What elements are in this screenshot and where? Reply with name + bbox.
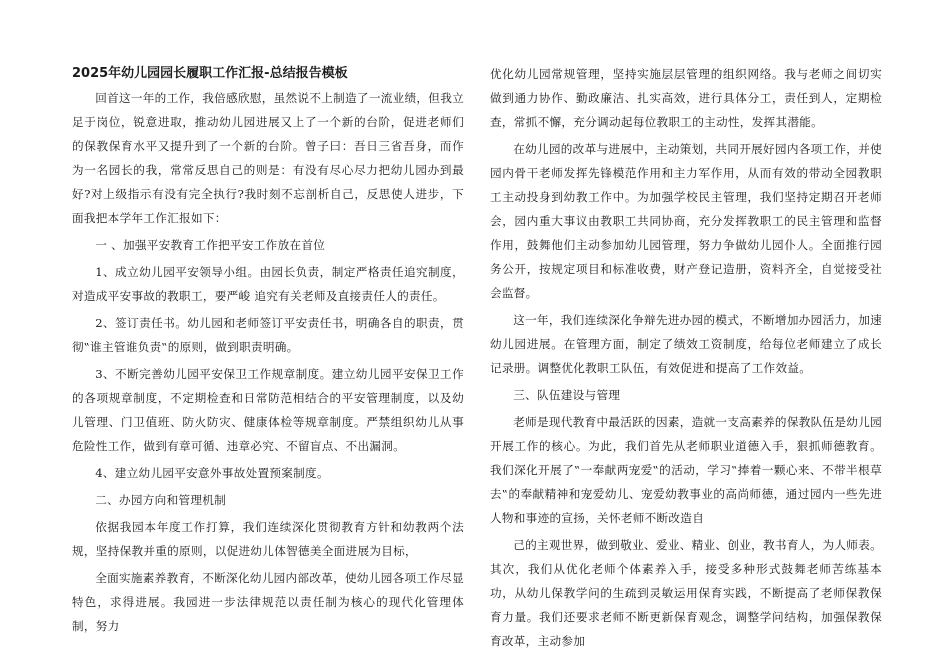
management-paragraph-2-continued: 优化幼儿园常规管理，坚持实施层层管理的组织网络。我与老师之间切实做到通力协作、勤政廉洁、扎实高效，进行具体分工，责任到人，定期检查，常抓不懈，充分调动起每位教职工的主动性，发挥其潜能。 (490, 67, 882, 129)
section-heading-team: 三、队伍建设与管理 (513, 388, 621, 402)
document-title: 2025年幼儿园园长履职工作汇报-总结报告模板 (72, 66, 348, 81)
safety-item-1: 1、成立幼儿园平安领导小组。由园长负责，制定严格责任追究制度，对造成平安事故的教职工，要严峻 追究有关老师及直接责任人的责任。 (72, 265, 464, 303)
intro-paragraph: 回首这一年的工作，我倍感欣慰，虽然说不上制造了一流业绩，但我立足于岗位，锐意进取，推动幼儿园进展又上了一个新的台阶，促进老师们的保教保育水平又提升到了一个新的台阶。曾子曰：吾日三省吾身，而作为一名园长的我，常常反思自己的则是：有没有尽心尽力把幼儿园办到最好?对上级指示有没有完全执行?我时刻不忘剖析自己，反思使人进步，下面我把本学年工作汇报如下： (72, 91, 464, 225)
right-column (490, 62, 882, 653)
safety-item-4: 4、建立幼儿园平安意外事故处置预案制度。 (95, 466, 329, 480)
team-paragraph-1: 老师是现代教育中最活跃的因素，造就一支高素养的保教队伍是幼儿园开展工作的核心。为此，我们首先从老师职业道德入手，狠抓师德教育。我们深化开展了‟一奉献两宠爱‟的活动，学习‟捧着一颗心来、不带半根草去‟的奉献精神和宠爱幼儿、宠爱幼教事业的高尚师德，通过园内一些先进人物和事迹的宣扬，关怀老师不断改造自 (490, 415, 882, 525)
year-summary-paragraph: 这一年，我们连续深化争辩先进办园的模式，不断增加办园活力，加速幼儿园进展。在管理方面，制定了绩效工资制度，给每位老师建立了成长记录册。调整优化教职工队伍，有效促进和提高了工作效益。 (490, 313, 882, 375)
safety-item-3: 3、不断完善幼儿园平安保卫工作规章制度。建立幼儿园平安保卫工作的各项规章制度，不定期检查和日常防范相结合的平安管理制度，以及幼儿管理、门卫值班、防火防灾、健康体检等规章制度。严禁组织幼儿从事危险性工作，做到有章可循、违章必究、不留盲点、不出漏洞。 (72, 367, 464, 453)
safety-item-2: 2、签订责任书。幼儿园和老师签订平安责任书，明确各自的职责，贯彻‟谁主管谁负责‟的原则，做到职责明确。 (72, 316, 464, 354)
left-column (72, 62, 464, 638)
section-heading-safety: 一 、加强平安教育工作把平安工作放在首位 (95, 238, 326, 252)
section-heading-management: 二、办园方向和管理机制 (95, 493, 227, 507)
team-paragraph-2: 己的主观世界，做到敬业、爱业、精业、创业，教书育人，为人师表。其次，我们从优化老师个体素养入手，接受多种形式鼓舞老师苦练基本功，从幼儿保教学问的生疏到灵敏运用保育实践，不断提高了老师保教保育力量。我们还要求老师不断更新保育观念，调整学问结构，加强保教保育改革，主动参加 (490, 538, 882, 648)
reform-paragraph: 在幼儿园的改革与进展中，主动策划，共同开展好园内各项工作，并使园内骨干老师发挥先锋模范作用和主力军作用，从而有效的带动全园教职工主动投身到幼教工作中。为加强学校民主管理，我们坚持定期召开老师会，园内重大事议由教职工共同协商，充分发挥教职工的民主管理和监督作用，鼓舞他们主动参加幼儿园管理，努力争做幼儿园仆人。全面推行园务公开，按规定项目和标准收费，财产登记造册，资料齐全，自觉接受社会监督。 (490, 142, 882, 300)
management-paragraph-1: 依据我园本年度工作打算，我们连续深化贯彻教育方针和幼教两个法规，坚持保教并重的原则，以促进幼儿体智德美全面进展为目标， (72, 520, 464, 558)
management-paragraph-2: 全面实施素养教育，不断深化幼儿园内部改革，使幼儿园各项工作尽显特色，求得进展。我园进一步法律规范以责任制为核心的现代化管理体制，努力 (72, 571, 464, 633)
